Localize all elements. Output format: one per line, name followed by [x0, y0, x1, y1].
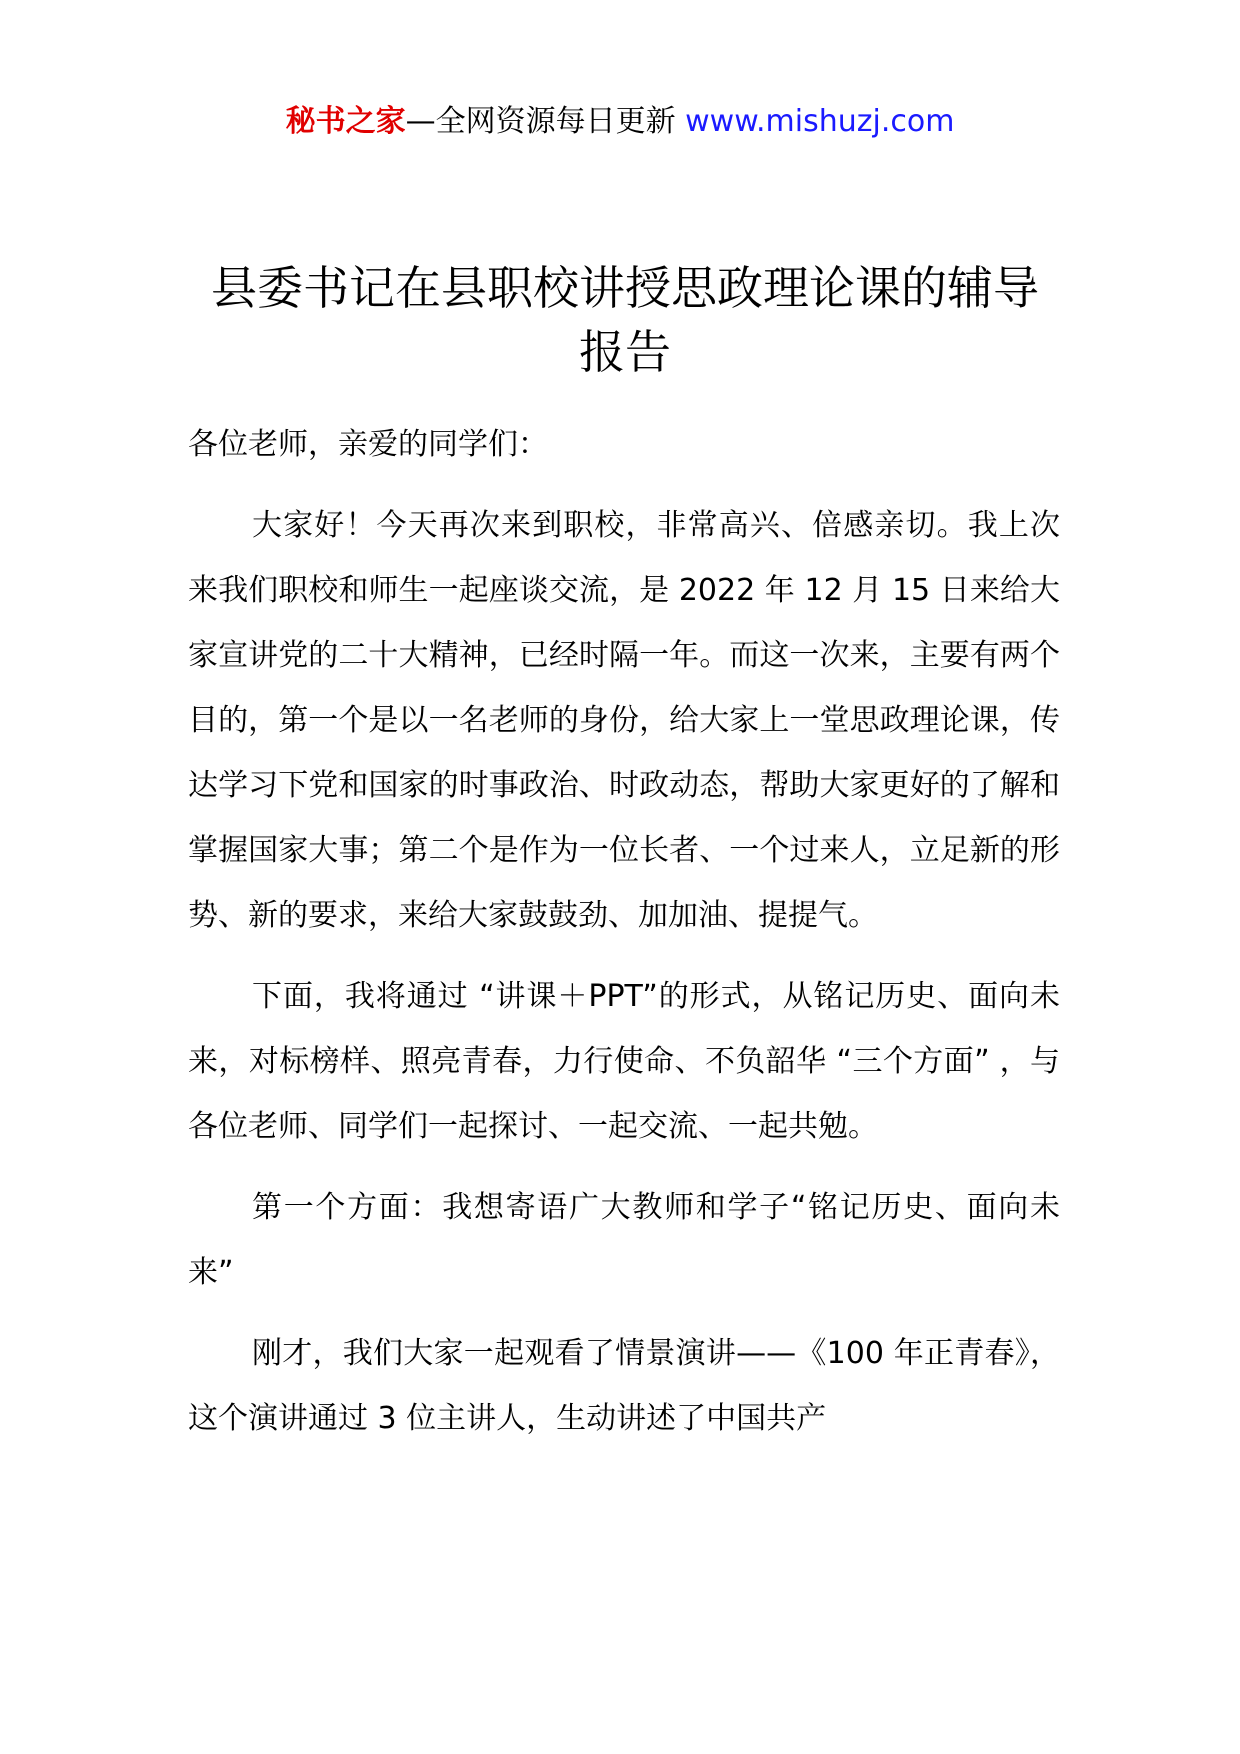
document-body [188, 412, 1060, 1467]
greeting: 各位老师，亲爱的同学们： [188, 427, 548, 462]
document-title: 县委书记在县职校讲授思政理论课的辅导报告 [211, 261, 1039, 379]
paragraph-intro: 大家好！今天再次来到职校，非常高兴、倍感亲切。我上次来我们职校和师生一起座谈交流，是 2022 年 12 月 15 日来给大家宣讲党的二十大精神，已经时隔一年。而这一次来，主要有两个目的，第一个是以一名老师的身份，给大家上一堂思政理论课，传达学习下党和国家的时事政治、时政动态，帮助大家更好的了解和掌握国家大事；第二个是作为一位长者、一个过来人，立足新的形势、新的要求，来给大家鼓鼓劲、加加油、提提气。 [188, 508, 1060, 933]
brand-name: 秘书之家 [285, 104, 406, 139]
paragraph-outline: 下面，我将通过 “讲课＋PPT”的形式，从铭记历史、面向未来，对标榜样、照亮青春，力行使命、不负韶华 “三个方面” ，与各位老师、同学们一起探讨、一起交流、一起共勉。 [188, 979, 1060, 1144]
header-tagline: —全网资源每日更新 [405, 104, 686, 139]
section-heading: 第一个方面：我想寄语广大教师和学子“铭记历史、面向未来” [188, 1190, 1060, 1290]
paragraph-section-one: 刚才，我们大家一起观看了情景演讲——《100 年正青春》，这个演讲通过 3 位主讲人，生动讲述了中国共产 [188, 1336, 1060, 1436]
site-header [0, 100, 1240, 144]
site-url-link[interactable]: www.mishuzj.com [685, 104, 955, 139]
